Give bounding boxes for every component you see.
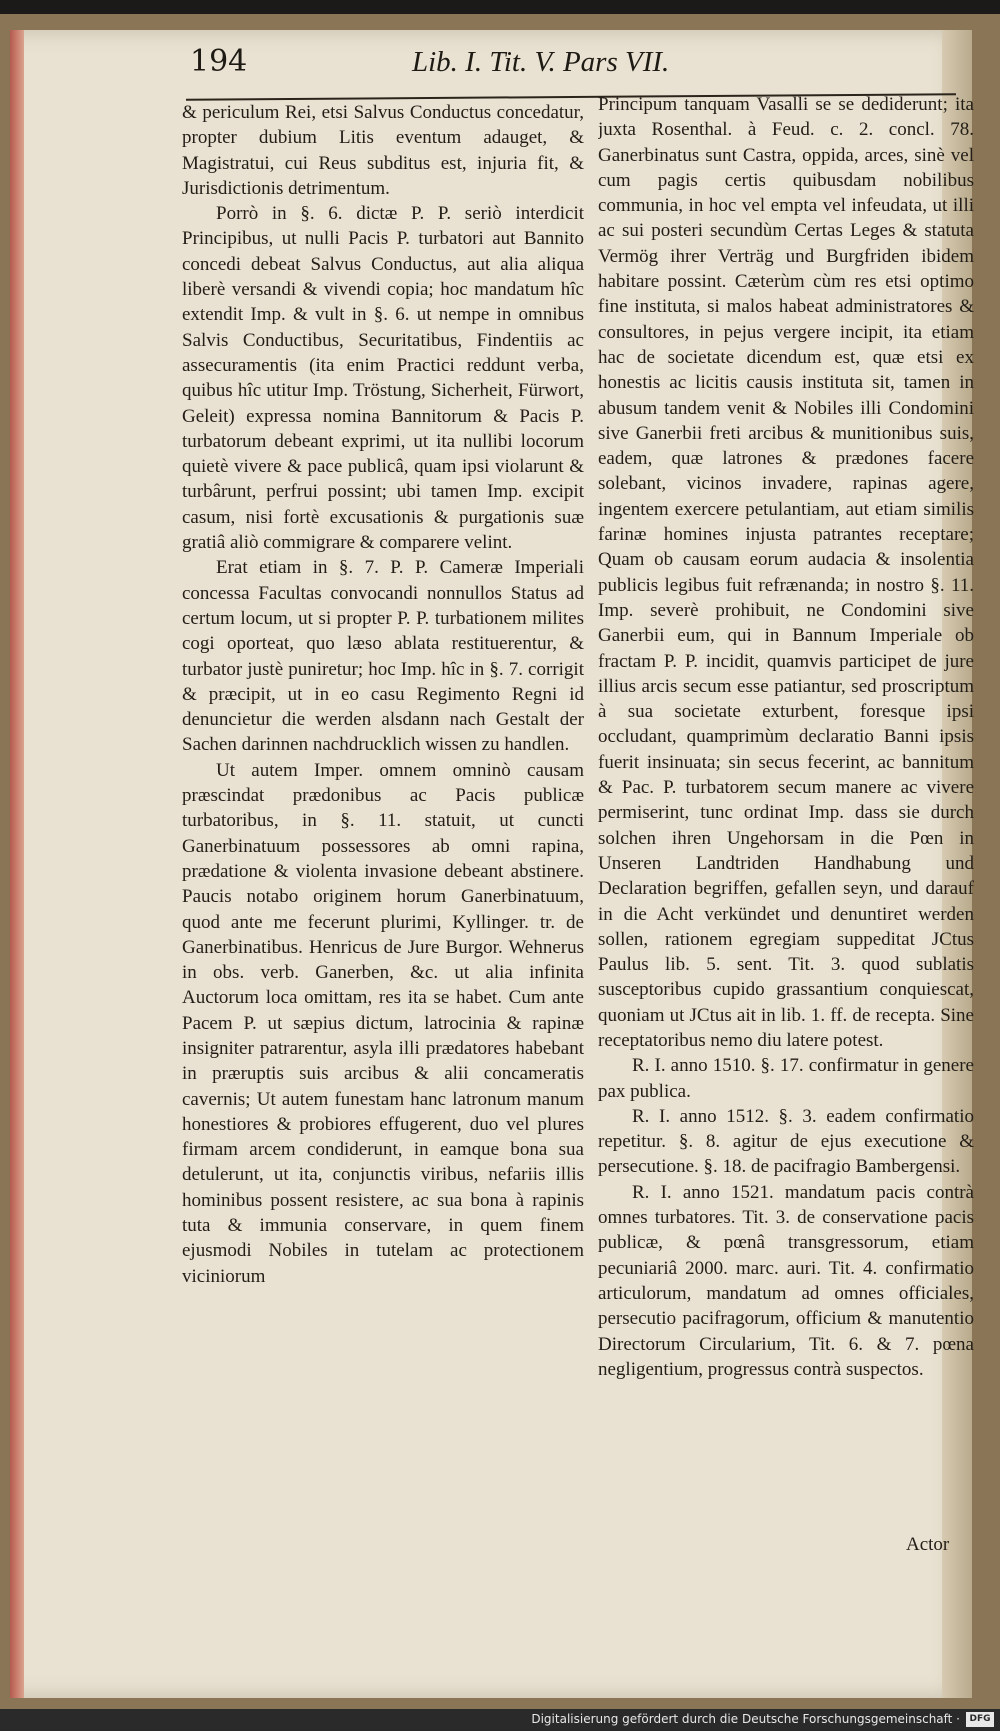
footer-bar [0,1709,1000,1731]
right-column [598,92,974,1552]
page-edge-left [10,30,24,1698]
footer-credit: Digitalisierung gefördert durch die Deutsche Forschungsgemeinschaft · [531,1712,960,1726]
left-column [182,100,584,1540]
dfg-logo-icon: DFG [966,1712,994,1727]
page-number: 194 [190,44,248,79]
running-title: Lib. I. Tit. V. Pars VII. [412,46,670,78]
paragraph: R. I. anno 1512. §. 3. eadem confirmatio repetitur. §. 8. agitur de ejus executione & persecutione. §. 18. de pacifragio Bambergensi. [598,1105,974,1178]
paragraph: Erat etiam in §. 7. P. P. Cameræ Imperiali concessa Facultas convocandi nonnullos Status ad certum locum, ut si propter P. P. turbationem milites cogi oporteat, quo læso ablata restituerentur, & turbator justè puniretur; hoc Imp. hîc in §. 7. corrigit & præcipit, ut in eo casu Regimento Regni id denuncietur die werden alsdann nach Gestalt der Sachen darinnen nachdrucklich wissen zu handlen. [182,557,584,756]
page-header [190,44,890,94]
paragraph: Porrò in §. 6. dictæ P. P. seriò interdicit Principibus, ut nulli Pacis P. turbatori aut Bannito concedi debeat Salvus Conductus, aut alia aliqua liberè versandi & vivendi copia; hoc mandatum hîc extendit Imp. & vult in §. 6. ut nempe in omnibus Salvis Conductibus, Securitatibus, Findentiis ac assecuramentis (ita enim Practici reddunt verba, quibus hîc utitur Imp. Tröstung, Sicherheit, Fürwort, Geleit) expressa nomina Bannitorum & Pacis P. turbatorum debeant exprimi, ut ita nullibi locorum quietè vivere & pace publicâ, quam ipsi violarunt & turbârunt, perfrui possint; ubi tamen Imp. excipit casum, nisi fortè excusationis & purgationis suæ gratiâ aliò commigrare & comparere velint. [182,203,584,554]
paragraph: Principum tanquam Vasalli se se dediderunt; ita juxta Rosenthal. à Feud. c. 2. concl. 78. Ganerbinatus sunt Castra, oppida, arces, sinè vel cum pagis certis quibusdam nobilibus communia, in hoc vel empta vel infeudata, ut illi ac sui posteri secundùm Certas Leges & statuta Vermög ihrer Verträg und Burgfriden ibidem habitare possint. Cæterùm cùm res etsi optimo fine instituta, si malos habeat administratores & consultores, in pejus vergere incipit, ita etiam hac de societate dicendum est, quæ etsi ex honestis ac licitis causis instituta sit, tamen in abusum tandem venit & Nobiles illi Condomini sive Ganerbii freti arcibus & munitionibus suis, eadem, quæ latrones & prædones facere solebant, vicinos invadere, rapinas agere, ingentem exercere petulantiam, aut etiam similis farinæ homines injusta patrantes receptare; Quam ob causam eorum audacia & insolentia publicis legibus fuit refrænanda; in nostro §. 11. Imp. severè prohibuit, ne Condomini sive Ganerbii eum, qui in Bannum Imperiale ob fractam P. P. incidit, quamvis participet de jure illius arcis secum esse patiantur, sed proscriptum à sua societate exturbent, foresque ipsi occludant, quamprimùm declaratio Banni ipsis fuerit insinuata; sin secus fecerint, ac bannitum & Pac. P. turbatorem secum manere ac vivere permiserint, tunc ordinat Imp. dass sie durch solchen ihren Ungehorsam in die Pœn in Unseren Landtriden Handhabung und Declaration begriffen, gefallen seyn, und darauf in die Acht verkündet und denuntiret werden sollen, rationem egregiam suppeditat JCtus Paulus lib. 5. sent. Tit. 3. quod sublatis susceptoribus cupido grassantium conquiescat, quoniam ut JCtus ait in lib. 1. ff. de recepta. Sine receptatoribus nemo diu latere potest. [598,94,974,1051]
paragraph: R. I. anno 1510. §. 17. confirmatur in genere pax publica. [598,1055,974,1102]
paragraph: & periculum Rei, etsi Salvus Conductus concedatur, propter dubium Litis eventum adauget, & Magistratui, cui Reus subditus est, injuria fit, & Jurisdictionis detrimentum. [182,102,584,199]
paragraph: Ut autem Imper. omnem omninò causam præscindat prædonibus ac Pacis publicæ turbatoribus, in §. 11. statuit, ut cuncti Ganerbinatuum possessores ab omni rapina, prædatione & violenta invasione debeant abstinere. Paucis notabo originem horum Ganerbinatuum, quod ante me fecerunt plurimi, Kyllinger. tr. de Ganerbinatibus. Henricus de Jure Burgor. Wehnerus in obs. verb. Ganerben, &c. ut alia infinita Auctorum loca omittam, res ita se habet. Cum ante Pacem P. ut sæpius dictum, latrocinia & rapinæ insigniter patrarentur, asyla illi prædatores habebant in præruptis suis arcibus & alii concameratis cavernis; Ut autem funestam hanc latronum manum honestiores & probiores effugerent, duo vel plures firmam arcem condiderunt, in eamque bona sua detulerunt, ut ita, conjunctis viribus, nefariis illis hominibus possent resistere, ac sua bona à rapinis tuta & immunia conservare, in quem finem ejusmodi Nobiles in tutelam ac protectionem viciniorum [182,759,584,1287]
paragraph: R. I. anno 1521. mandatum pacis contrà omnes turbatores. Tit. 3. de conservatione pacis publicæ, & pœnâ transgressorum, etiam pecuniariâ 2000. marc. auri. Tit. 4. confirmatio articulorum, mandatum ad omnes officiales, persecutio pacifragorum, officium & manutentio Directorum Circularium, Tit. 6. & 7. pœna negligentium, progressus contrà suspectos. [598,1181,974,1380]
catchword: Actor [906,1534,950,1555]
